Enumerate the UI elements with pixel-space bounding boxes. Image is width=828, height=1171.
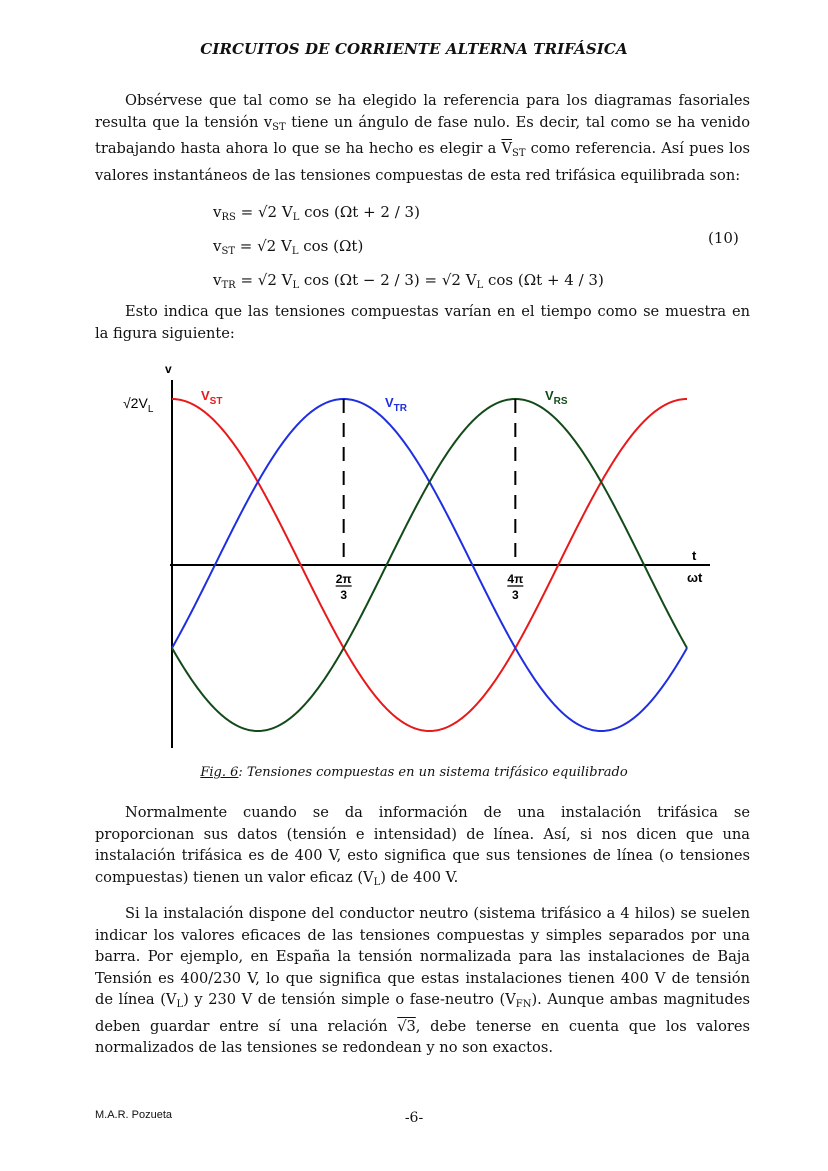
figure-caption: Fig. 6: Tensiones compuestas en un sistema trifásico equilibrado <box>200 765 628 780</box>
equation-vrs: $v_{RS} = √2$ $V_L$ cos (Ωt + 2 / 3) <box>213 203 420 223</box>
page-title: CIRCUITOS DE CORRIENTE ALTERNA TRIFÁSICA <box>200 40 628 58</box>
series-label-rs: $V_{RS}$ <box>545 388 568 407</box>
footer-author: M.A.R. Pozueta <box>95 1109 173 1121</box>
paragraph-4: Si la instalación dispone del conductor neutro (sistema trifásico a 4 hilos) se suelen indicar los valores eficaces de las tensiones compuestas y simples separados por una barra. Por ejemplo, en España la tensión normalizada para las instalaciones de Baja Tensión es 400/230 V, lo que significa que estas instalaciones tienen 400 V de tensión de línea $(V_L)$ y 230 V de tensión simple o fase-neutro $(V_{FN})$. Aunque ambas magnitudes deben guardar entre sí una relación √3, debe tenerse en cuenta que los valores normalizados de las tensiones se redondean y no son exactos. <box>95 905 751 1056</box>
x-tick-label-num-2: 4π <box>507 572 524 586</box>
equation-number: (10) <box>708 229 739 247</box>
x-axis-label-wt: ωt <box>687 570 703 585</box>
paragraph-3: Normalmente cuando se da información de una instalación trifásica se proporcionan sus datos (tensión e intensidad) de línea. Así, si nos dicen que una instalación trifásica es de 400 V, esto significa que sus tensiones de línea (o tensiones compuestas) tienen un valor eficaz $(V_L)$ de 400 V. <box>95 804 750 888</box>
y-max-label: $√2V_L$ <box>123 395 154 415</box>
voltage-chart <box>105 360 715 755</box>
paragraph-1: Obsérvese que tal como se ha elegido la referencia para los diagramas fasoriales resulta que la tensión $v_{ST}$ tiene un ángulo de fase nulo. Es decir, tal como se ha venido trabajando hasta ahora lo que se ha hecho es elegir a $\overline{V}_{ST}$ como referencia. Así pues los valores instantáneos de las tensiones compuestas de esta red trifásica equilibrada son: <box>95 92 750 184</box>
x-tick-label-den-1: 3 <box>340 588 348 602</box>
x-tick-label-num-1: 2π <box>335 572 352 586</box>
equation-vtr: $v_{TR} = √2$ $V_L$ cos (Ωt − 2 / 3) = √2 $V_L$ cos (Ωt + 4 / 3) <box>213 271 604 291</box>
x-tick-label-den-2: 3 <box>511 588 519 602</box>
page-number: -6- <box>404 1110 424 1126</box>
waveform-figure <box>105 360 715 755</box>
series-label-st: $V_{ST}$ <box>201 388 223 407</box>
x-axis-label-t: t <box>692 548 697 563</box>
equation-vst: $v_{ST} = √2$ $V_L$ cos (Ωt) <box>213 237 364 257</box>
paragraph-2: Esto indica que las tensiones compuestas varían en el tiempo como se muestra en la figura siguiente: <box>95 303 750 342</box>
equation-block <box>213 198 604 300</box>
series-label-tr: $V_{TR}$ <box>385 395 408 414</box>
y-axis-label: v <box>165 362 172 376</box>
